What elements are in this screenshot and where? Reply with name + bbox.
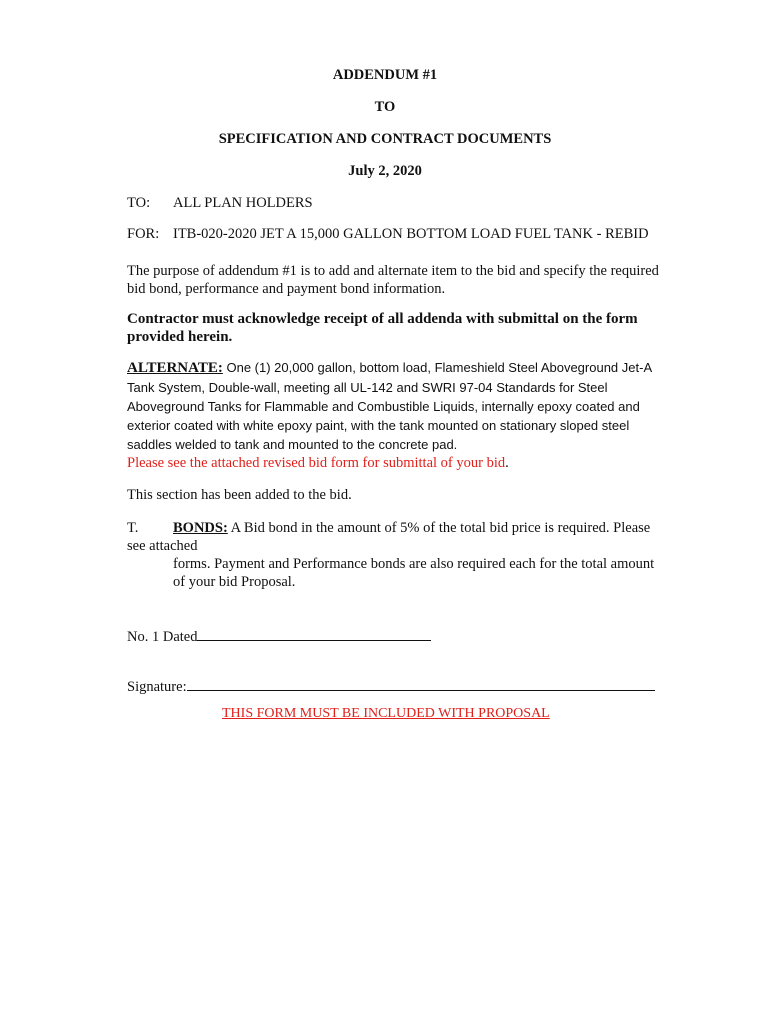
- addendum-title: ADDENDUM #1: [332, 67, 438, 83]
- purpose-line-2: bid bond, performance and payment bond information.: [127, 281, 446, 297]
- bonds-line-3: forms. Payment and Performance bonds are also required each for the total amount: [173, 556, 655, 572]
- bonds-letter: T.: [127, 520, 139, 536]
- document-date: July 2, 2020: [348, 163, 422, 179]
- alternate-line-5: saddles welded to tank and mounted to the concrete pad.: [127, 437, 458, 452]
- bonds-label: BONDS:: [173, 520, 228, 536]
- for-label: FOR:: [127, 226, 160, 242]
- alternate-section: [127, 358, 687, 473]
- dated-label: No. 1 Dated: [127, 629, 198, 645]
- bonds-line-1: A Bid bond in the amount of 5% of the total bid price is required. Please: [227, 520, 651, 536]
- alternate-line-1: One (1) 20,000 gallon, bottom load, Flameshield Steel Aboveground Jet-A: [222, 360, 653, 375]
- note-period: .: [505, 455, 509, 471]
- to-label: TO:: [127, 195, 151, 211]
- acknowledge-line-2: provided herein.: [127, 329, 233, 345]
- acknowledge-paragraph: [127, 310, 687, 346]
- signature-label: Signature:: [127, 679, 187, 695]
- footer-required-note: THIS FORM MUST BE INCLUDED WITH PROPOSAL: [222, 706, 550, 721]
- for-value: ITB-020-2020 JET A 15,000 GALLON BOTTOM LOAD FUEL TANK - REBID: [173, 226, 649, 242]
- dated-row: [127, 626, 431, 646]
- bonds-section: [127, 519, 687, 591]
- signature-input-line[interactable]: [187, 676, 655, 691]
- bonds-line-2: see attached: [127, 538, 198, 554]
- signature-row: [127, 676, 655, 696]
- purpose-paragraph: [127, 262, 687, 298]
- acknowledge-line-1: Contractor must acknowledge receipt of all addenda with submittal on the form: [127, 311, 638, 327]
- bonds-line-4: of your bid Proposal.: [173, 574, 296, 590]
- alternate-line-4: exterior coated with white epoxy paint, with the tank mounted on stationary sloped steel: [127, 418, 630, 433]
- to-value: ALL PLAN HOLDERS: [173, 195, 313, 211]
- dated-input-line[interactable]: [197, 626, 431, 641]
- title-spec: SPECIFICATION AND CONTRACT DOCUMENTS: [218, 131, 552, 147]
- alternate-line-2: Tank System, Double-wall, meeting all UL-142 and SWRI 97-04 Standards for Steel: [127, 380, 608, 395]
- revised-bid-form-note: Please see the attached revised bid form for submittal of your bid: [127, 455, 506, 471]
- title-to: TO: [374, 99, 396, 115]
- purpose-line-1: The purpose of addendum #1 is to add and alternate item to the bid and specify the required: [127, 263, 659, 279]
- alternate-line-3: Aboveground Tanks for Flammable and Combustible Liquids, internally epoxy coated and: [127, 399, 640, 414]
- alternate-label: ALTERNATE:: [127, 360, 223, 376]
- section-added-note: This section has been added to the bid.: [127, 487, 352, 503]
